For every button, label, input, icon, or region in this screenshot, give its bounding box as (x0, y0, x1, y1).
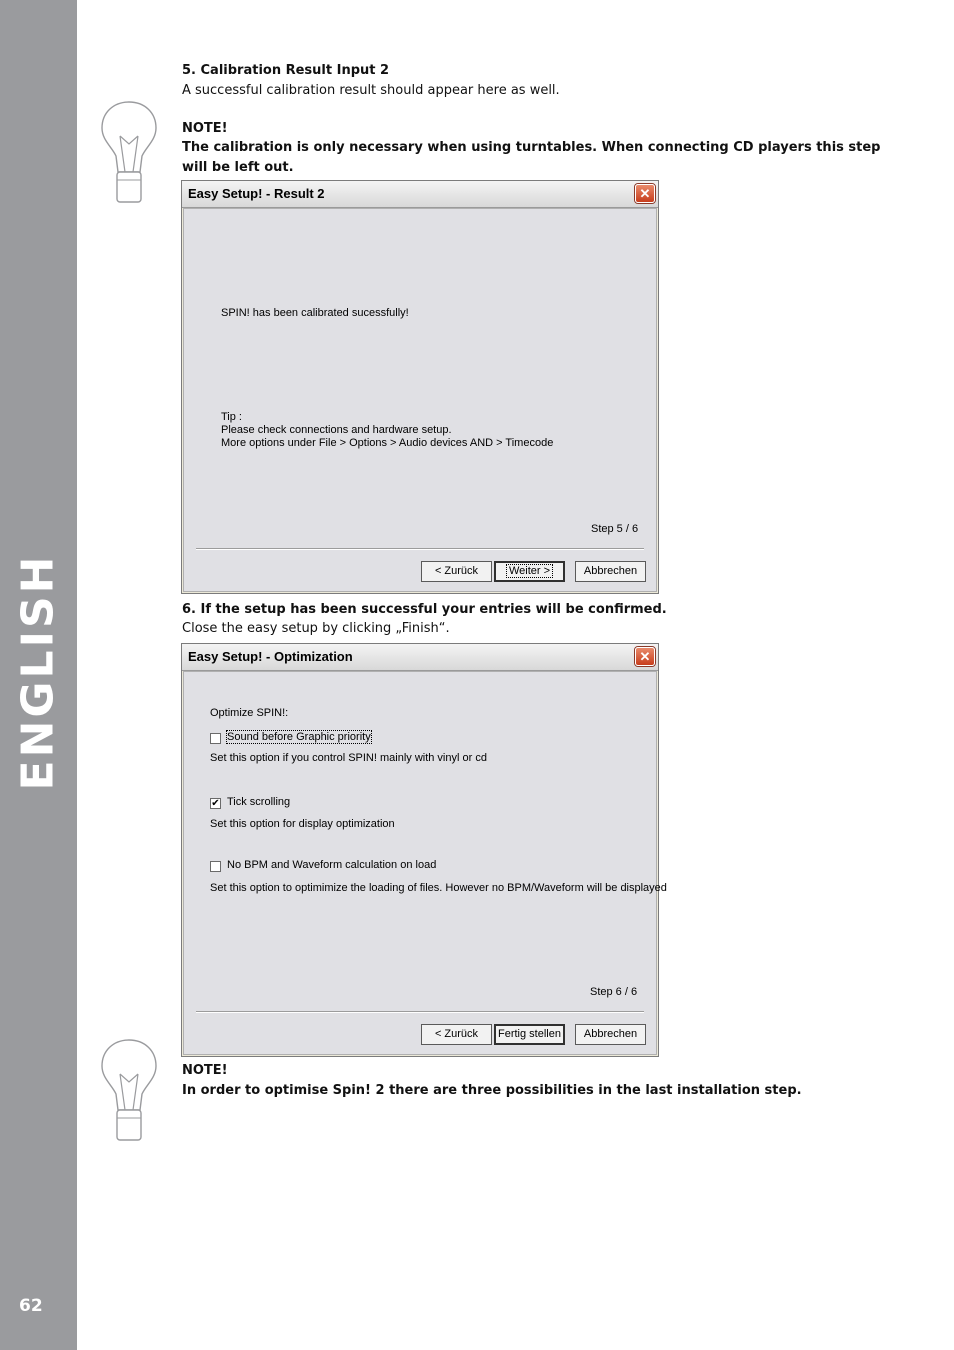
note2-text: In order to optimise Spin! 2 there are three possibilities in the last installation step. (182, 1083, 802, 1098)
step-indicator: Step 6 / 6 (590, 986, 638, 998)
dialog-titlebar (182, 181, 658, 208)
section5-heading: 5. Calibration Result Input 2 (182, 63, 390, 78)
tip-line-1: Please check connections and hardware setup. (221, 424, 452, 436)
lightbulb-icon (100, 1038, 158, 1144)
dialog-titlebar (182, 644, 658, 671)
dialog-optimization (181, 643, 667, 1057)
dialog-title: Easy Setup! - Optimization (188, 649, 353, 664)
page-number: 62 (19, 1296, 43, 1316)
close-icon[interactable]: ✕ (635, 184, 655, 203)
checkmark-icon: ✔ (211, 798, 220, 809)
sound-priority-description: Set this option if you control SPIN! mainly with vinyl or cd (210, 752, 487, 764)
back-button[interactable]: < Zurück (421, 561, 492, 582)
section6-text: Close the easy setup by clicking „Finish“. (182, 621, 450, 636)
tick-scrolling-label[interactable]: Tick scrolling (227, 796, 291, 808)
section5-text: A successful calibration result should appear here as well. (182, 83, 560, 98)
calibration-message: SPIN! has been calibrated sucessfully! (221, 307, 409, 319)
no-bpm-description: Set this option to optimimize the loading of files. However no BPM/Waveform will be displayed (210, 882, 667, 894)
sound-priority-checkbox[interactable] (210, 733, 221, 744)
next-button-label: Weiter > (508, 565, 551, 577)
language-label: ENGLISH (12, 553, 64, 791)
dialog-result-2 (181, 180, 659, 594)
no-bpm-label[interactable]: No BPM and Waveform calculation on load (227, 859, 437, 871)
dialog-client-area (183, 208, 657, 592)
section6-heading: 6. If the setup has been successful your entries will be confirmed. (182, 602, 667, 617)
note1-line1: The calibration is only necessary when using turntables. When connecting CD players this step (182, 140, 881, 155)
tick-scrolling-description: Set this option for display optimization (210, 818, 395, 830)
cancel-button[interactable]: Abbrechen (575, 561, 646, 582)
note2-label: NOTE! (182, 1063, 228, 1078)
tip-label: Tip : (221, 411, 242, 423)
optimize-group-label: Optimize SPIN!: (210, 707, 289, 719)
divider (196, 548, 644, 550)
finish-button[interactable]: Fertig stellen (494, 1024, 565, 1045)
note1-line2: will be left out. (182, 160, 294, 175)
back-button[interactable]: < Zurück (421, 1024, 492, 1045)
note1-label: NOTE! (182, 121, 228, 136)
sound-priority-label[interactable]: Sound before Graphic priority (227, 731, 371, 743)
no-bpm-checkbox[interactable] (210, 861, 221, 872)
step-indicator: Step 5 / 6 (591, 523, 639, 535)
dialog-client-area (183, 671, 667, 1055)
dialog-title: Easy Setup! - Result 2 (188, 186, 325, 201)
cancel-button[interactable]: Abbrechen (575, 1024, 646, 1045)
close-icon[interactable]: ✕ (635, 647, 655, 666)
tip-line-2: More options under File > Options > Audio devices AND > Timecode (221, 437, 554, 449)
next-button[interactable] (494, 561, 565, 582)
sidebar (0, 0, 77, 1350)
divider (196, 1011, 644, 1013)
lightbulb-icon (100, 100, 158, 206)
tick-scrolling-checkbox[interactable] (210, 798, 221, 809)
